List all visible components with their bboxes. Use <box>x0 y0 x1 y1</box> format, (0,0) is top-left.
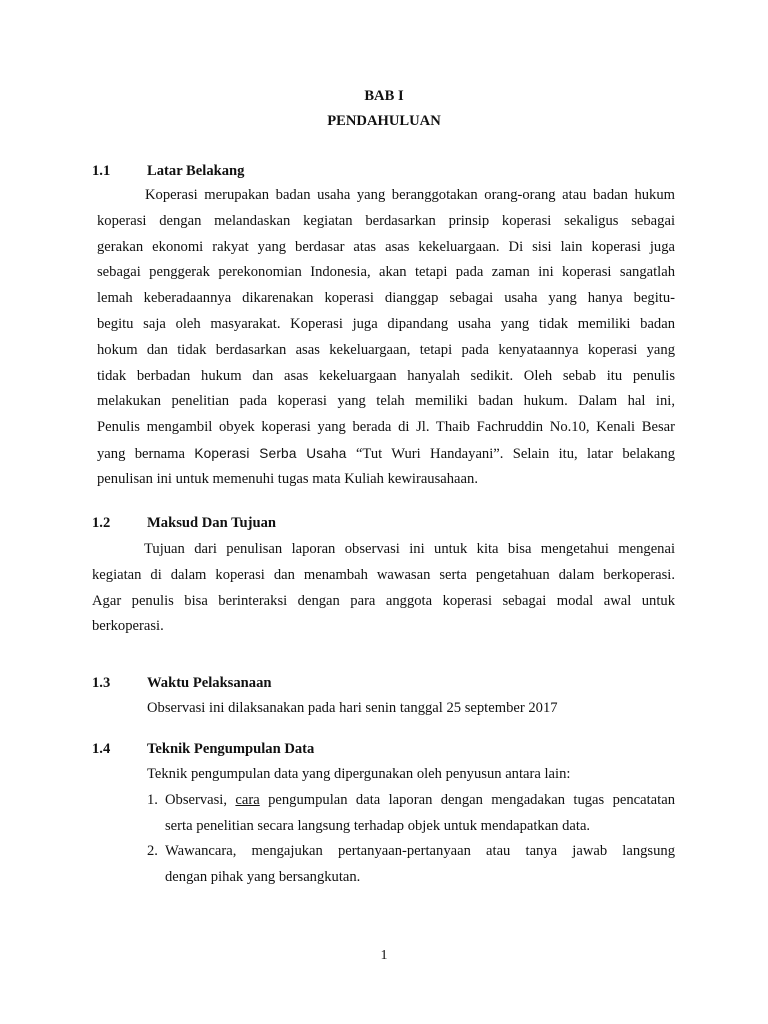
paragraph-waktu <box>147 696 675 722</box>
section-heading-1-4 <box>92 741 314 758</box>
text-line: Penulis mengambil obyek koperasi yang berada di Jl. Thaib Fachruddin No.10, Kenali Besar <box>97 419 675 436</box>
cooperative-name: Koperasi Serba Usaha <box>194 445 347 461</box>
text-line: tidak berbadan hukum dan asas kekeluargaan hanyalah sedikit. Oleh sebab itu penulis <box>97 367 675 384</box>
section-number: 1.4 <box>92 741 111 757</box>
section-number: 1.1 <box>92 163 111 179</box>
text-line: berkoperasi. <box>92 618 164 635</box>
text-line: dengan pihak yang bersangkutan. <box>165 868 361 885</box>
section-heading-1-1 <box>92 163 244 180</box>
underlined-word: cara <box>235 792 260 808</box>
text-line: lemah keberadaannya dikarenakan koperasi dianggap sebagai usaha yang hanya begitu- <box>97 290 675 307</box>
section-title: Teknik Pengumpulan Data <box>147 741 315 757</box>
list-body <box>165 839 675 891</box>
text-line: koperasi dengan melandaskan kegiatan berdasarkan prinsip koperasi sekaligus sebagai <box>97 212 675 229</box>
paragraph-teknik-intro <box>147 762 675 788</box>
text-line: gerakan ekonomi rakyat yang berdasar atas asas kekeluargaan. Di sisi lain koperasi juga <box>97 238 675 255</box>
section-number: 1.2 <box>92 515 111 531</box>
section-heading-1-2 <box>92 515 276 532</box>
list-number: 2. <box>147 843 158 859</box>
text-line: hokum dan tidak berdasarkan asas kekeluargaan, tetapi pada kenyataannya koperasi yang <box>97 341 675 358</box>
text-line <box>165 788 675 814</box>
text-line: melakukan penelitian pada koperasi yang telah memiliki badan hukum. Dalam hal ini, <box>97 393 675 410</box>
section-heading-1-3 <box>92 675 272 692</box>
page-number: 1 <box>380 948 388 963</box>
chapter-title: PENDAHULUAN <box>327 113 441 129</box>
text-line: Observasi ini dilaksanakan pada hari senin tanggal 25 september 2017 <box>147 700 558 716</box>
list-body <box>165 788 675 840</box>
text-fragment: pengumpulan data laporan dengan mengadakan tugas pencatatan <box>268 792 675 808</box>
text-line: Koperasi merupakan badan usaha yang beranggotakan orang-orang atau badan hukum <box>145 187 675 203</box>
text-fragment: Observasi, <box>165 792 228 808</box>
text-line: Tujuan dari penulisan laporan observasi ini untuk kita bisa mengetahui mengenai <box>144 541 675 557</box>
text-line: Teknik pengumpulan data yang dipergunakan oleh penyusun antara lain: <box>147 766 571 782</box>
text-fragment: yang bernama <box>97 445 185 462</box>
text-line: sebagai penggerak perekonomian Indonesia, akan tetapi pada zaman ini koperasi sangatlah <box>97 264 675 281</box>
paragraph-maksud-tujuan <box>92 537 675 640</box>
text-line: penulisan ini untuk memenuhi tugas mata Kuliah kewirausahaan. <box>97 470 478 487</box>
text-line <box>97 441 675 467</box>
section-title: Waktu Pelaksanaan <box>147 675 272 691</box>
text-line: begitu saja oleh masyarakat. Koperasi juga dipandang usaha yang tidak memiliki badan <box>97 315 675 332</box>
text-line: Wawancara, mengajukan pertanyaan-pertanyaan atau tanya jawab langsung <box>165 843 675 859</box>
text-fragment: “Tut Wuri Handayani”. Selain itu, latar belakang <box>355 445 675 462</box>
section-title: Maksud Dan Tujuan <box>147 515 276 531</box>
section-number: 1.3 <box>92 675 111 691</box>
text-line: serta penelitian secara langsung terhadap objek untuk mendapatkan data. <box>165 817 591 834</box>
section-title: Latar Belakang <box>147 163 245 179</box>
chapter-label: BAB I <box>364 88 404 104</box>
list-number: 1. <box>147 792 158 808</box>
text-line: Agar penulis bisa berinteraksi dengan para anggota koperasi sebagai modal awal untuk <box>92 592 675 609</box>
paragraph-latar-belakang <box>97 183 675 493</box>
text-line: kegiatan di dalam koperasi dan menambah wawasan serta pengetahuan dalam berkoperasi. <box>92 566 675 583</box>
